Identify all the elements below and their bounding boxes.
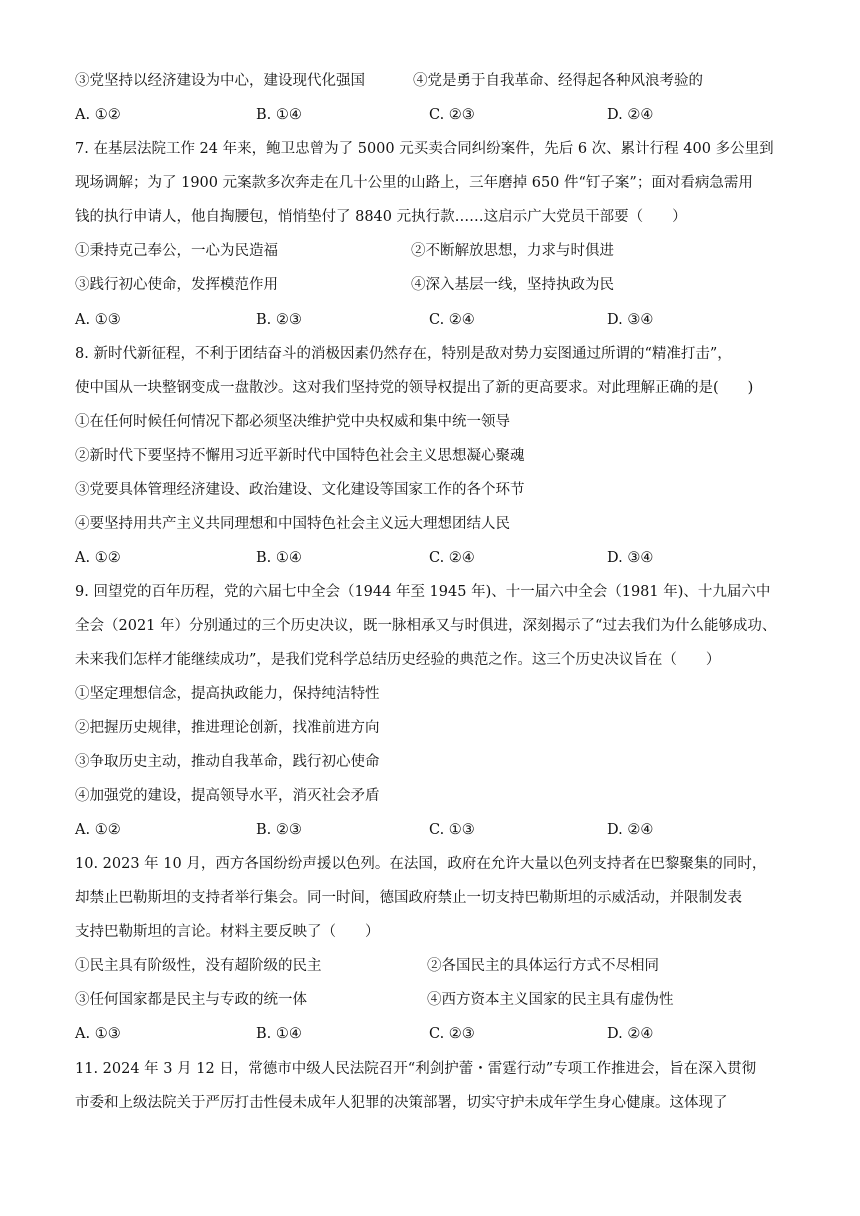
q8-option-2: ②新时代下要坚持不懈用习近平新时代中国特色社会主义思想凝心聚魂 xyxy=(75,448,525,464)
q9-option-1: ①坚定理想信念，提高执政能力，保持纯洁特性 xyxy=(75,686,380,702)
q10-option-1: ①民主具有阶级性，没有超阶级的民主 xyxy=(75,958,322,974)
q10-option-3: ③任何国家都是民主与专政的统一体 xyxy=(75,992,307,1008)
q10-option-4: ④西方资本主义国家的民主具有虚伪性 xyxy=(427,992,674,1008)
q6-option-3: ③党坚持以经济建设为中心，建设现代化强国 xyxy=(75,73,365,89)
q8-stem-line-2: 使中国从一块整钢变成一盘散沙。这对我们坚持党的领导权提出了新的更高要求。对此理解正确的是( ) xyxy=(75,380,754,396)
q8-option-4: ④要坚持用共产主义共同理想和中国特色社会主义远大理想团结人民 xyxy=(75,516,510,532)
q7-stem-line-2: 现场调解；为了 1900 元案款多次奔走在几十公里的山路上，三年磨掉 650 件“钉子案”；面对看病急需用 xyxy=(75,175,753,191)
q9-choice-b[interactable]: B. ②③ xyxy=(256,822,302,838)
q6-choice-c[interactable]: C. ②③ xyxy=(429,107,475,123)
q6-choice-a[interactable]: A. ①② xyxy=(75,107,121,123)
q8-option-1: ①在任何时候任何情况下都必须坚决维护党中央权威和集中统一领导 xyxy=(75,414,510,430)
q10-choice-a[interactable]: A. ①③ xyxy=(75,1026,121,1042)
q7-option-2: ②不断解放思想，力求与时俱进 xyxy=(411,243,614,259)
q9-stem-line-1: 9. 回望党的百年历程，党的六届七中全会（1944 年至 1945 年)、十一届六中全会（1981 年)、十九届六中 xyxy=(75,584,771,600)
q8-stem-line-1: 8. 新时代新征程，不利于团结奋斗的消极因素仍然存在，特别是敌对势力妄图通过所谓的“精准打击”， xyxy=(75,346,732,362)
q9-stem-line-3: 未来我们怎样才能继续成功”，是我们党科学总结历史经验的典范之作。这三个历史决议旨在（ ） xyxy=(75,652,721,668)
q7-choice-a[interactable]: A. ①③ xyxy=(75,312,121,328)
q10-stem-line-3: 支持巴勒斯坦的言论。材料主要反映了（ ） xyxy=(75,924,380,940)
q9-choice-a[interactable]: A. ①② xyxy=(75,822,121,838)
q9-stem-line-2: 全会（2021 年）分别通过的三个历史决议，既一脉相承又与时俱进，深刻揭示了“过去我们为什么能够成功、 xyxy=(75,618,777,634)
q7-choice-c[interactable]: C. ②④ xyxy=(429,312,475,328)
q8-choice-a[interactable]: A. ①② xyxy=(75,550,121,566)
q8-choice-d[interactable]: D. ③④ xyxy=(607,550,654,566)
q10-choice-c[interactable]: C. ②③ xyxy=(429,1026,475,1042)
q10-choice-d[interactable]: D. ②④ xyxy=(607,1026,654,1042)
q6-option-4: ④党是勇于自我革命、经得起各种风浪考验的 xyxy=(413,73,703,89)
q7-option-4: ④深入基层一线，坚持执政为民 xyxy=(411,277,614,293)
q7-option-1: ①秉持克己奉公，一心为民造福 xyxy=(75,243,278,259)
q9-option-3: ③争取历史主动，推动自我革命，践行初心使命 xyxy=(75,754,380,770)
q9-option-2: ②把握历史规律，推进理论创新，找准前进方向 xyxy=(75,720,380,736)
q7-choice-b[interactable]: B. ②③ xyxy=(256,312,302,328)
q10-stem-line-1: 10. 2023 年 10 月，西方各国纷纷声援以色列。在法国，政府在允许大量以色列支持者在巴黎聚集的同时， xyxy=(75,856,767,872)
q9-option-4: ④加强党的建设，提高领导水平，消灭社会矛盾 xyxy=(75,788,380,804)
q10-choice-b[interactable]: B. ①④ xyxy=(256,1026,302,1042)
q10-option-2: ②各国民主的具体运行方式不尽相同 xyxy=(427,958,659,974)
q9-choice-c[interactable]: C. ①③ xyxy=(429,822,475,838)
q8-choice-b[interactable]: B. ①④ xyxy=(256,550,302,566)
q7-option-3: ③践行初心使命，发挥模范作用 xyxy=(75,277,278,293)
q8-choice-c[interactable]: C. ②④ xyxy=(429,550,475,566)
q11-stem-line-1: 11. 2024 年 3 月 12 日，常德市中级人民法院召开“利剑护蕾・雷霆行动”专项工作推进会，旨在深入贯彻 xyxy=(75,1061,757,1077)
q6-choice-d[interactable]: D. ②④ xyxy=(607,107,654,123)
q7-choice-d[interactable]: D. ③④ xyxy=(607,312,654,328)
q9-choice-d[interactable]: D. ②④ xyxy=(607,822,654,838)
q8-option-3: ③党要具体管理经济建设、政治建设、文化建设等国家工作的各个环节 xyxy=(75,482,525,498)
q11-stem-line-2: 市委和上级法院关于严厉打击性侵未成年人犯罪的决策部署，切实守护未成年学生身心健康。这体现了 xyxy=(75,1095,728,1111)
q10-stem-line-2: 却禁止巴勒斯坦的支持者举行集会。同一时间，德国政府禁止一切支持巴勒斯坦的示威活动，并限制发表 xyxy=(75,890,742,906)
q7-stem-line-1: 7. 在基层法院工作 24 年来，鲍卫忠曾为了 5000 元买卖合同纠纷案件，先后 6 次、累计行程 400 多公里到 xyxy=(75,141,774,157)
q6-choice-b[interactable]: B. ①④ xyxy=(256,107,302,123)
q7-stem-line-3: 钱的执行申请人，他自掏腰包，悄悄垫付了 8840 元执行款……这启示广大党员干部要（ ） xyxy=(75,209,687,225)
